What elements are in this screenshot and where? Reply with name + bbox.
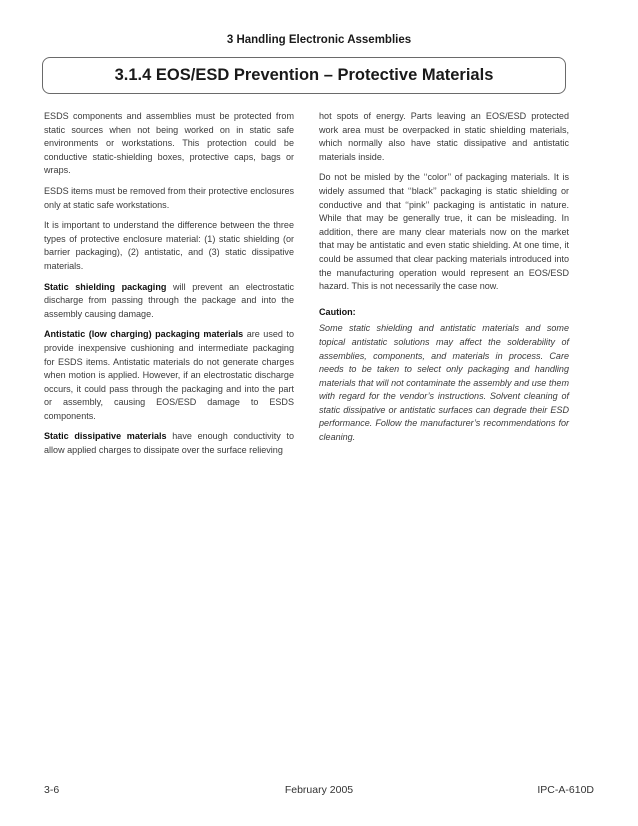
section-title-box [42,57,566,94]
term-static-shielding: Static shielding packaging [44,281,167,292]
document-id: IPC-A-610D [537,784,594,796]
paragraph: ESDS components and assemblies must be protected from static sources when not being worked on in static safe environments or workstations. This protection could be conductive static-shielding boxes, protective caps, bags or wraps. [44,111,294,176]
section-title: 3.1.4 EOS/ESD Prevention – Protective Materials [114,66,494,84]
paragraph: ESDS items must be removed from their protective enclosures only at static safe workstations. [44,185,294,210]
caution-heading: Caution: [319,306,356,317]
chapter-header: 3 Handling Electronic Assemblies [226,34,412,46]
page-number: 3-6 [44,784,60,796]
caution-text: Some static shielding and antistatic materials and some topical antistatic solutions may affect the solderability of assemblies, components, and materials in process. Care needs to be taken to select only packaging and handling materials that will not contaminate the assembly and use them with regard for the vendor’s instructions. Solvent cleaning of static dissipative or antistatic surfaces can degrade their ESD performance. Follow the manufacturer’s recommendations for cleaning. [319,323,569,443]
paragraph: It is important to understand the difference between the three types of protective enclosure material: (1) static shielding (or barrier packaging), (2) antistatic, and (3) static dissipative materials. [44,220,294,271]
right-column [319,110,569,452]
paragraph-text: are used to provide inexpensive cushioning and intermediate packaging for ESDS items. Antistatic materials do not generate charges when motion is applied. However, if an electrostatic discharge occurs, it could pass through the packaging and into the part or assembly, causing EOS/ESD damage to ESDS components. [44,329,295,421]
paragraph [44,328,294,423]
paragraph: hot spots of energy. Parts leaving an EOS/ESD protected work area must be overpacked in static shielding materials, which normally also have static dissipative and antistatic materials inside. [319,111,569,162]
paragraph [44,430,294,457]
paragraph-text: will prevent an electrostatic discharge from passing through the package and into the assembly causing damage. [44,281,294,319]
footer-date: February 2005 [284,784,354,796]
term-antistatic: Antistatic (low charging) packaging materials [44,329,244,340]
paragraph [44,281,294,322]
term-static-dissipative: Static dissipative materials [44,431,167,442]
paragraph-text: have enough conductivity to allow applied charges to dissipate over the surface relieving [44,431,294,456]
left-column [44,110,294,465]
paragraph: Do not be misled by the ‘‘color’’ of packaging materials. It is widely assumed that ‘‘black’’ packaging is static shielding or conductive and that ‘‘pink’’ packaging is antistatic in nature. While that may be generally true, it can be misleading. In addition, there are many clear materials now on the market that may be antistatic and even static shielding. At one time, it could be assumed that clear packing materials introduced into the manufacturing operation would represent an EOS/ESD hazard. This is not necessarily the case now. [319,172,569,292]
